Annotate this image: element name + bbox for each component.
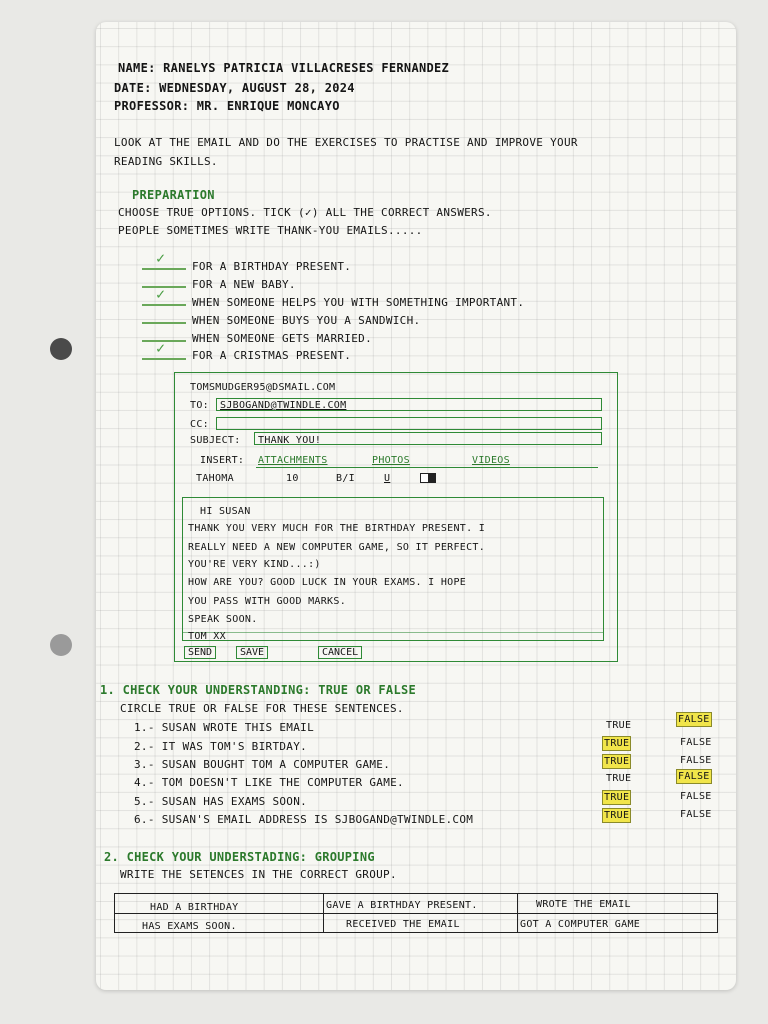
col-divider-1	[323, 894, 324, 932]
save-button[interactable]: SAVE	[236, 646, 268, 659]
col-divider-2	[517, 894, 518, 932]
text-color-icon[interactable]	[420, 473, 436, 483]
table-cell: HAD A BIRTHDAY	[150, 902, 239, 913]
preparation-title: PREPARATION	[132, 188, 215, 202]
send-button[interactable]: SEND	[184, 646, 216, 659]
statement-1: 1.- SUSAN WROTE THIS EMAIL	[134, 721, 314, 734]
font-select[interactable]: TAHOMA	[196, 473, 234, 484]
assignment-date: DATE: WEDNESDAY, AUGUST 28, 2024	[114, 81, 355, 95]
option-text: FOR A NEW BABY.	[192, 278, 296, 291]
answer-line	[142, 358, 186, 360]
option-text: WHEN SOMEONE HELPS YOU WITH SOMETHING IMPORTANT.	[192, 296, 525, 309]
body-line-4: YOU'RE VERY KIND...:)	[188, 559, 321, 570]
insert-videos[interactable]: VIDEOS	[472, 455, 510, 466]
to-label: TO:	[190, 400, 209, 411]
professor-name: PROFESSOR: MR. ENRIQUE MONCAYO	[114, 99, 340, 113]
true-option-1[interactable]: TRUE	[606, 720, 632, 731]
exercise1-title: 1. CHECK YOUR UNDERSTANDING: TRUE OR FALSE	[100, 683, 417, 697]
table-cell: HAS EXAMS SOON.	[142, 921, 237, 932]
answer-line	[142, 322, 186, 324]
cc-field[interactable]	[216, 417, 602, 430]
statement-2: 2.- IT WAS TOM'S BIRTDAY.	[134, 740, 308, 753]
cc-label: CC:	[190, 419, 209, 430]
binder-hole-bottom	[50, 634, 72, 656]
true-option-6[interactable]: TRUE	[604, 810, 630, 821]
insert-attachments[interactable]: ATTACHMENTS	[258, 455, 328, 466]
insert-underline	[256, 467, 598, 468]
statement-6: 6.- SUSAN'S EMAIL ADDRESS IS SJBOGAND@TWINDLE.COM	[134, 813, 474, 826]
intro-line-1: LOOK AT THE EMAIL AND DO THE EXERCISES TO PRACTISE AND IMPROVE YOUR	[114, 136, 578, 149]
body-line-1: HI SUSAN	[200, 506, 251, 517]
option-text: FOR A BIRTHDAY PRESENT.	[192, 260, 352, 273]
body-rule	[183, 632, 603, 633]
true-option-5[interactable]: TRUE	[604, 792, 630, 803]
statement-4: 4.- TOM DOESN'T LIKE THE COMPUTER GAME.	[134, 776, 404, 789]
option-text: FOR A CRISTMAS PRESENT.	[192, 349, 352, 362]
check-mark-icon: ✓	[156, 249, 166, 267]
table-cell: RECEIVED THE EMAIL	[346, 919, 460, 930]
false-option-5[interactable]: FALSE	[680, 791, 712, 802]
false-option-3[interactable]: FALSE	[680, 755, 712, 766]
answer-line	[142, 268, 186, 270]
table-cell: GOT A COMPUTER GAME	[520, 919, 641, 930]
size-select[interactable]: 10	[286, 473, 299, 484]
insert-label: INSERT:	[200, 455, 245, 466]
body-line-2: THANK YOU VERY MUCH FOR THE BIRTHDAY PRESENT. I	[188, 523, 486, 534]
insert-photos[interactable]: PHOTOS	[372, 455, 410, 466]
bold-italic-buttons[interactable]: B/I	[336, 473, 355, 484]
body-line-7: SPEAK SOON.	[188, 614, 258, 625]
intro-line-2: READING SKILLS.	[114, 155, 218, 168]
false-option-1[interactable]: FALSE	[678, 714, 710, 725]
subject-value: THANK YOU!	[258, 435, 322, 446]
statement-5: 5.- SUSAN HAS EXAMS SOON.	[134, 795, 308, 808]
cancel-button[interactable]: CANCEL	[318, 646, 362, 659]
student-name: NAME: RANELYS PATRICIA VILLACRESES FERNANDEZ	[118, 61, 450, 75]
subject-label: SUBJECT:	[190, 435, 241, 446]
statement-3: 3.- SUSAN BOUGHT TOM A COMPUTER GAME.	[134, 758, 391, 771]
option-text: WHEN SOMEONE GETS MARRIED.	[192, 332, 372, 345]
binder-hole-top	[50, 338, 72, 360]
preparation-lead: PEOPLE SOMETIMES WRITE THANK-YOU EMAILS.....	[118, 224, 423, 237]
body-line-6: YOU PASS WITH GOOD MARKS.	[188, 596, 347, 607]
preparation-instruction: CHOOSE TRUE OPTIONS. TICK (✓) ALL THE CORRECT ANSWERS.	[118, 206, 492, 219]
exercise2-title: 2. CHECK YOUR UNDERSTADING: GROUPING	[104, 850, 375, 864]
true-option-4[interactable]: TRUE	[606, 773, 632, 784]
answer-line	[142, 304, 186, 306]
email-from: TOMSMUDGER95@DSMAIL.COM	[190, 382, 336, 393]
true-option-3[interactable]: TRUE	[604, 756, 630, 767]
to-value: SJBOGAND@TWINDLE.COM	[220, 400, 347, 411]
check-mark-icon: ✓	[156, 339, 166, 357]
table-cell: WROTE THE EMAIL	[536, 899, 631, 910]
option-text: WHEN SOMEONE BUYS YOU A SANDWICH.	[192, 314, 421, 327]
body-line-8: TOM XX	[188, 631, 226, 642]
check-mark-icon: ✓	[156, 285, 166, 303]
underline-button[interactable]: U	[384, 473, 391, 484]
true-option-2[interactable]: TRUE	[604, 738, 630, 749]
body-line-3: REALLY NEED A NEW COMPUTER GAME, SO IT PERFECT.	[188, 542, 486, 553]
false-option-2[interactable]: FALSE	[680, 737, 712, 748]
body-line-5: HOW ARE YOU? GOOD LUCK IN YOUR EXAMS. I HOPE	[188, 577, 467, 588]
table-cell: GAVE A BIRTHDAY PRESENT.	[326, 900, 478, 911]
false-option-6[interactable]: FALSE	[680, 809, 712, 820]
exercise2-instruction: WRITE THE SETENCES IN THE CORRECT GROUP.	[120, 868, 397, 881]
false-option-4[interactable]: FALSE	[678, 771, 710, 782]
exercise1-instruction: CIRCLE TRUE OR FALSE FOR THESE SENTENCES.	[120, 702, 404, 715]
